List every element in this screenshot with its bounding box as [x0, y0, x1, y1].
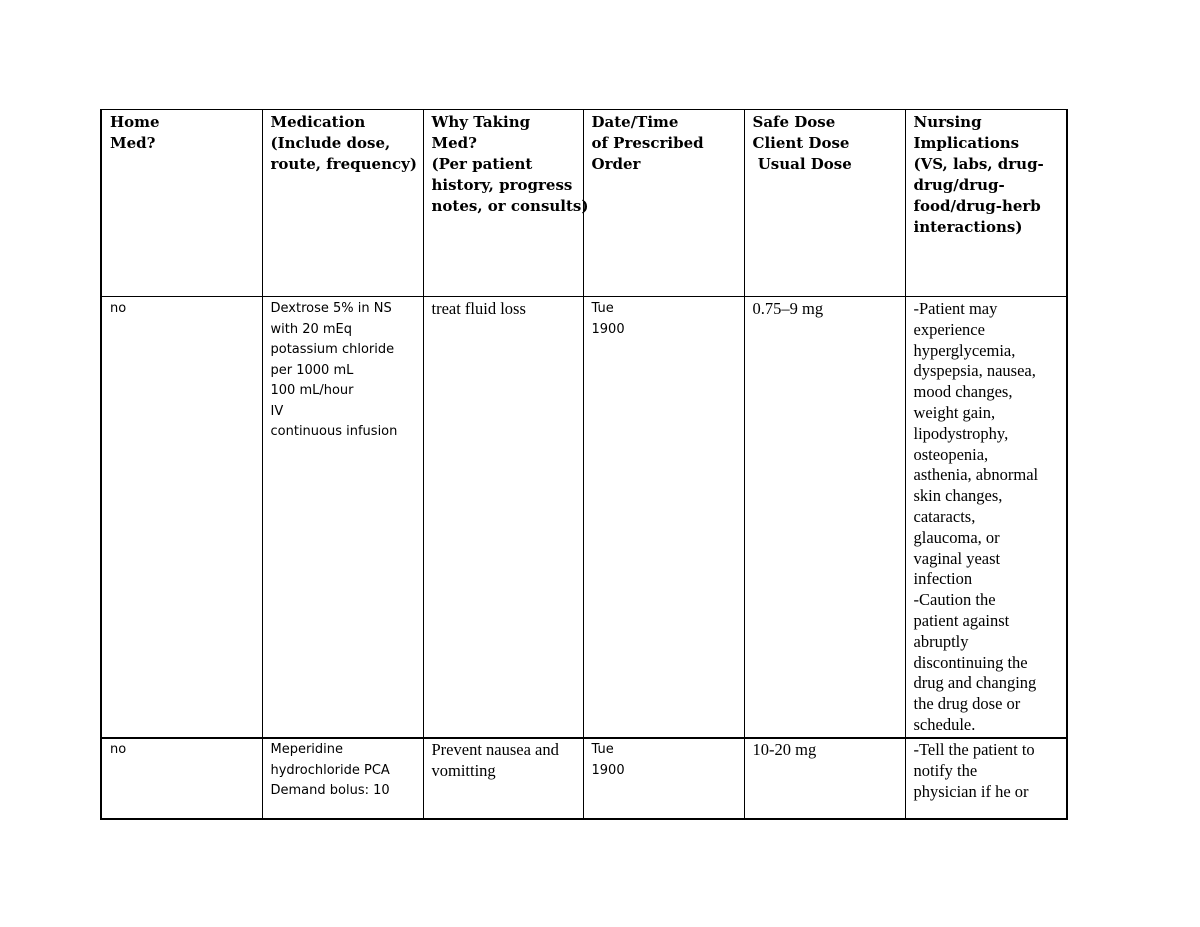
- cell-date-time: Tue 1900: [583, 738, 744, 819]
- header-why-taking: Why Taking Med? (Per patient history, progress notes, or consults): [423, 110, 583, 297]
- header-dose: Safe Dose Client Dose Usual Dose: [744, 110, 905, 297]
- cell-why-taking: Prevent nausea and vomitting: [423, 738, 583, 819]
- header-medication: Medication (Include dose, route, frequency): [262, 110, 423, 297]
- cell-home-med: no: [101, 738, 262, 819]
- cell-medication: Meperidine hydrochloride PCA Demand bolus: 10: [262, 738, 423, 819]
- cell-dose: 0.75–9 mg: [744, 297, 905, 739]
- table-row: [101, 297, 1067, 739]
- cell-nursing-implications: -Patient may experience hyperglycemia, dyspepsia, nausea, mood changes, weight gain, lipodystrophy, osteopenia, asthenia, abnormal skin changes, cataracts, glaucoma, or vaginal yeast infection -Caution the patient against abruptly discontinuing the drug and changing the drug dose or schedule.: [905, 297, 1067, 739]
- cell-home-med: no: [101, 297, 262, 739]
- header-home-med: Home Med?: [101, 110, 262, 297]
- medication-table: [100, 109, 1068, 820]
- table-row: [101, 738, 1067, 819]
- header-nursing-implications: Nursing Implications (VS, labs, drug- drug/drug- food/drug-herb interactions): [905, 110, 1067, 297]
- cell-why-taking: treat fluid loss: [423, 297, 583, 739]
- cell-medication: Dextrose 5% in NS with 20 mEq potassium chloride per 1000 mL 100 mL/hour IV continuous infusion: [262, 297, 423, 739]
- cell-nursing-implications: -Tell the patient to notify the physician if he or: [905, 738, 1067, 819]
- header-row: [101, 110, 1067, 297]
- cell-dose: 10-20 mg: [744, 738, 905, 819]
- header-date-time: Date/Time of Prescribed Order: [583, 110, 744, 297]
- cell-date-time: Tue 1900: [583, 297, 744, 739]
